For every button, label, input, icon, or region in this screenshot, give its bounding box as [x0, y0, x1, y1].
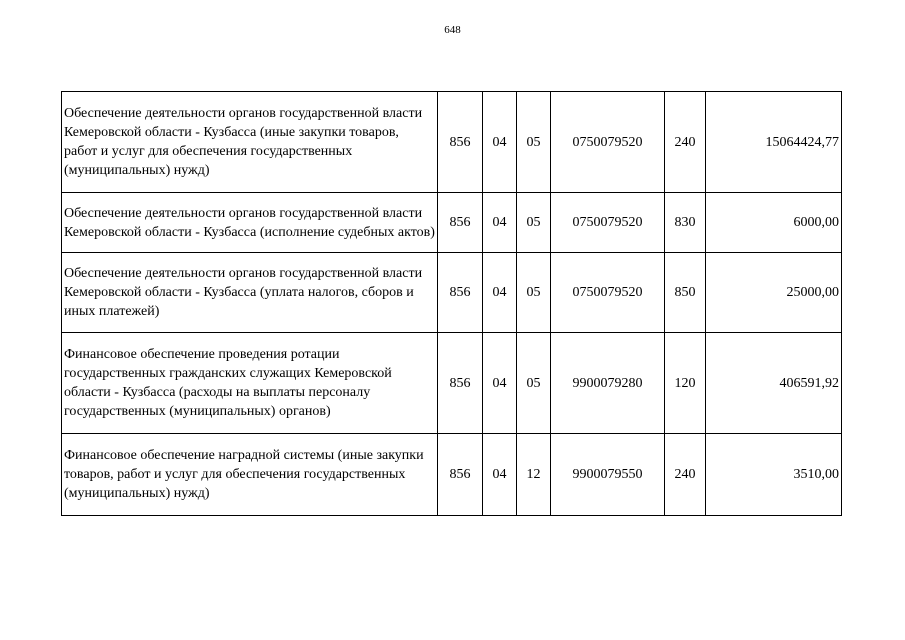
expense-type-code: 120 — [665, 333, 706, 434]
target-article-code: 0750079520 — [551, 92, 665, 193]
expense-type-code: 240 — [665, 434, 706, 516]
table-row — [62, 253, 842, 333]
section-code: 04 — [483, 193, 517, 253]
table-row — [62, 193, 842, 253]
row-description: Обеспечение деятельности органов государственной власти Кемеровской области - Кузбасса (иные закупки товаров, работ и услуг для обеспечения государственных (муниципальных) нужд) — [62, 92, 438, 193]
amount-value: 3510,00 — [706, 434, 842, 516]
ministry-code: 856 — [438, 253, 483, 333]
amount-value: 25000,00 — [706, 253, 842, 333]
subsection-code: 05 — [517, 92, 551, 193]
expense-type-code: 830 — [665, 193, 706, 253]
row-description: Обеспечение деятельности органов государственной власти Кемеровской области - Кузбасса (уплата налогов, сборов и иных платежей) — [62, 253, 438, 333]
section-code: 04 — [483, 333, 517, 434]
row-description: Финансовое обеспечение проведения ротации государственных гражданских служащих Кемеровской области - Кузбасса (расходы на выплаты персоналу государственных (муниципальных) органов) — [62, 333, 438, 434]
subsection-code: 05 — [517, 253, 551, 333]
target-article-code: 0750079520 — [551, 253, 665, 333]
row-description: Обеспечение деятельности органов государственной власти Кемеровской области - Кузбасса (исполнение судебных актов) — [62, 193, 438, 253]
row-description: Финансовое обеспечение наградной системы (иные закупки товаров, работ и услуг для обеспечения государственных (муниципальных) нужд) — [62, 434, 438, 516]
ministry-code: 856 — [438, 193, 483, 253]
section-code: 04 — [483, 253, 517, 333]
ministry-code: 856 — [438, 92, 483, 193]
target-article-code: 9900079280 — [551, 333, 665, 434]
ministry-code: 856 — [438, 333, 483, 434]
budget-table — [61, 91, 842, 516]
table-row — [62, 434, 842, 516]
amount-value: 406591,92 — [706, 333, 842, 434]
amount-value: 15064424,77 — [706, 92, 842, 193]
expense-type-code: 850 — [665, 253, 706, 333]
section-code: 04 — [483, 434, 517, 516]
subsection-code: 05 — [517, 333, 551, 434]
amount-value: 6000,00 — [706, 193, 842, 253]
subsection-code: 05 — [517, 193, 551, 253]
table-row — [62, 333, 842, 434]
target-article-code: 9900079550 — [551, 434, 665, 516]
page-number: 648 — [444, 24, 461, 36]
ministry-code: 856 — [438, 434, 483, 516]
subsection-code: 12 — [517, 434, 551, 516]
section-code: 04 — [483, 92, 517, 193]
table-row — [62, 92, 842, 193]
expense-type-code: 240 — [665, 92, 706, 193]
target-article-code: 0750079520 — [551, 193, 665, 253]
